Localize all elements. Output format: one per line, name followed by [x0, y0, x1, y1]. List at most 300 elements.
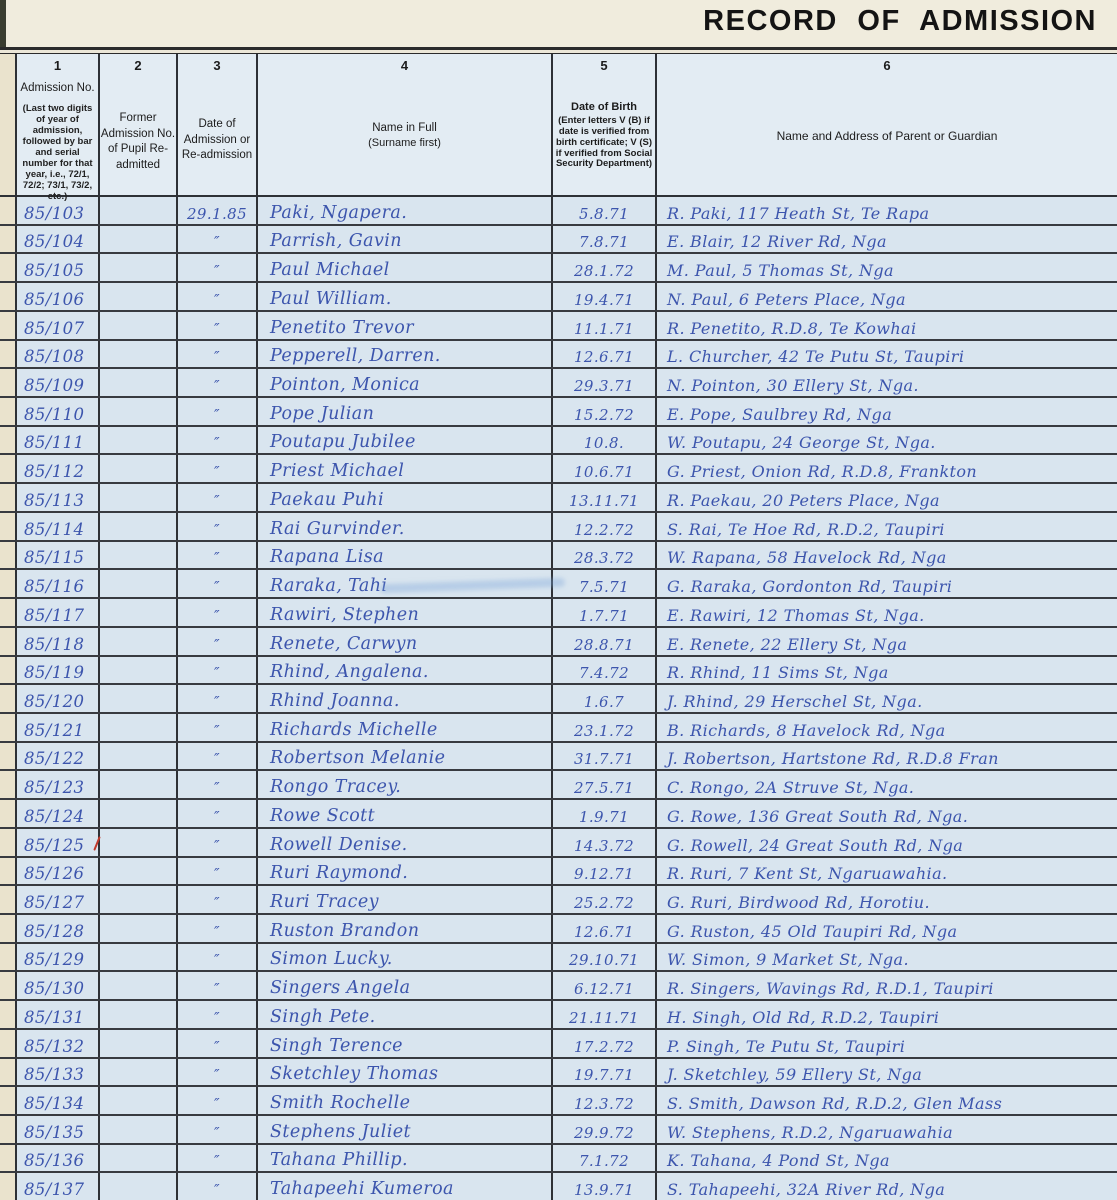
handwritten-entry: Rapana Lisa — [270, 547, 384, 568]
handwritten-entry: 85/105 — [24, 261, 85, 281]
handwritten-entry: 85/137 — [24, 1180, 85, 1200]
handwritten-entry: 85/124 — [24, 806, 85, 826]
parent-address-cell — [657, 599, 1117, 626]
admission-date-cell — [178, 714, 258, 741]
former-admission-cell — [100, 599, 178, 626]
admission-no-cell — [17, 743, 100, 770]
handwritten-entry: S. Rai, Te Hoe Rd, R.D.2, Taupiri — [667, 519, 945, 539]
handwritten-entry: 1.9.71 — [578, 807, 630, 826]
handwritten-entry: 9.12.71 — [573, 865, 635, 884]
pupil-name-cell — [258, 341, 553, 368]
pupil-name-cell — [258, 771, 553, 798]
admission-no-cell — [17, 944, 100, 971]
header-admission-date — [178, 54, 258, 195]
column-title: Name and Address of Parent or Guardian — [776, 129, 998, 143]
handwritten-entry: Rhind Joanna. — [270, 690, 400, 711]
column-number: 1 — [53, 58, 62, 73]
left-paper-margin — [0, 1030, 17, 1057]
pupil-name-cell — [258, 542, 553, 569]
admission-date-cell — [178, 743, 258, 770]
handwritten-entry: ″ — [213, 1181, 220, 1200]
admission-row — [0, 484, 1117, 513]
pupil-name-cell — [258, 484, 553, 511]
handwritten-entry: 85/117 — [24, 605, 85, 625]
left-paper-margin — [0, 829, 17, 856]
left-paper-margin — [0, 685, 17, 712]
admission-row — [0, 398, 1117, 427]
admission-date-cell — [178, 254, 258, 281]
handwritten-entry: Rawiri, Stephen — [270, 604, 420, 625]
admission-row — [0, 1145, 1117, 1174]
pupil-name-cell — [258, 1173, 553, 1200]
handwritten-entry: G. Ruston, 45 Old Taupiri Rd, Nga — [667, 921, 958, 941]
pupil-name-cell — [258, 628, 553, 655]
handwritten-entry: ″ — [213, 865, 220, 884]
handwritten-entry: Rowe Scott — [270, 805, 376, 826]
handwritten-entry: ″ — [213, 635, 220, 654]
date-of-birth-cell — [553, 254, 657, 281]
parent-address-cell — [657, 484, 1117, 511]
parent-address-cell — [657, 628, 1117, 655]
date-of-birth-cell — [553, 570, 657, 597]
handwritten-entry: Paki, Ngapera. — [270, 202, 408, 223]
handwritten-entry: Richards Michelle — [270, 719, 438, 740]
handwritten-entry: N. Pointon, 30 Ellery St, Nga. — [667, 376, 919, 396]
admission-row — [0, 915, 1117, 944]
admission-no-cell — [17, 1001, 100, 1028]
pupil-name-cell — [258, 283, 553, 310]
handwritten-entry: ″ — [213, 606, 220, 625]
pupil-name-cell — [258, 1030, 553, 1057]
admission-date-cell — [178, 427, 258, 454]
parent-address-cell — [657, 915, 1117, 942]
date-of-birth-cell — [553, 829, 657, 856]
pupil-name-cell — [258, 226, 553, 253]
handwritten-entry: 19.4.71 — [573, 290, 635, 309]
handwritten-entry: 85/135 — [24, 1122, 85, 1142]
left-paper-margin — [0, 484, 17, 511]
admission-no-cell — [17, 484, 100, 511]
admission-date-cell — [178, 1145, 258, 1172]
former-admission-cell — [100, 1087, 178, 1114]
handwritten-entry: ″ — [213, 750, 220, 769]
table-header-row — [0, 54, 1117, 202]
handwritten-entry: ″ — [213, 893, 220, 912]
parent-address-cell — [657, 283, 1117, 310]
handwritten-entry: Singers Angela — [270, 978, 411, 999]
parent-address-cell — [657, 1030, 1117, 1057]
date-of-birth-cell — [553, 800, 657, 827]
admission-no-cell — [17, 197, 100, 224]
date-of-birth-cell — [553, 771, 657, 798]
admission-row — [0, 743, 1117, 772]
admission-row — [0, 1030, 1117, 1059]
parent-address-cell — [657, 254, 1117, 281]
admission-no-cell — [17, 915, 100, 942]
handwritten-entry: 12.3.72 — [573, 1095, 635, 1113]
date-of-birth-cell — [553, 685, 657, 712]
admission-no-cell — [17, 972, 100, 999]
page-title: RECORD OF ADMISSION — [703, 5, 1097, 37]
handwritten-entry: ″ — [213, 1008, 220, 1027]
admission-row — [0, 771, 1117, 800]
admission-row — [0, 570, 1117, 599]
admission-date-cell — [178, 858, 258, 885]
parent-address-cell — [657, 858, 1117, 885]
handwritten-entry: Rhind, Angalena. — [270, 662, 429, 683]
handwritten-entry: Pepperell, Darren. — [270, 346, 441, 367]
date-of-birth-cell — [553, 312, 657, 339]
parent-address-cell — [657, 1059, 1117, 1086]
admission-date-cell — [178, 915, 258, 942]
handwritten-entry: 25.2.72 — [573, 893, 635, 912]
admission-date-cell — [178, 1059, 258, 1086]
handwritten-entry: E. Pope, Saulbrey Rd, Nga — [667, 404, 893, 424]
admission-date-cell — [178, 685, 258, 712]
parent-address-cell — [657, 743, 1117, 770]
admission-row — [0, 455, 1117, 484]
parent-address-cell — [657, 542, 1117, 569]
date-of-birth-cell — [553, 1030, 657, 1057]
admission-date-cell — [178, 944, 258, 971]
pupil-name-cell — [258, 513, 553, 540]
pupil-name-cell — [258, 915, 553, 942]
admission-no-cell — [17, 341, 100, 368]
handwritten-entry: Smith Rochelle — [270, 1093, 411, 1113]
admission-row — [0, 858, 1117, 887]
former-admission-cell — [100, 398, 178, 425]
left-paper-margin — [0, 1173, 17, 1200]
parent-address-cell — [657, 513, 1117, 540]
admission-no-cell — [17, 628, 100, 655]
parent-address-cell — [657, 1001, 1117, 1028]
admission-date-cell — [178, 369, 258, 396]
admission-date-cell — [178, 312, 258, 339]
handwritten-entry: 85/114 — [24, 519, 85, 539]
parent-address-cell — [657, 685, 1117, 712]
admission-row — [0, 427, 1117, 456]
admission-no-cell — [17, 283, 100, 310]
header-name-in-full — [258, 54, 553, 195]
former-admission-cell — [100, 771, 178, 798]
admission-no-cell — [17, 369, 100, 396]
pupil-name-cell — [258, 312, 553, 339]
admission-no-cell — [17, 570, 100, 597]
admission-row — [0, 685, 1117, 714]
admission-date-cell — [178, 513, 258, 540]
admission-no-cell — [17, 657, 100, 684]
former-admission-cell — [100, 685, 178, 712]
admission-date-cell — [178, 484, 258, 511]
handwritten-entry: 85/106 — [24, 289, 85, 309]
handwritten-entry: 85/107 — [24, 318, 85, 338]
handwritten-entry: 23.1.72 — [573, 721, 635, 740]
handwritten-entry: Paul William. — [270, 288, 392, 309]
admission-row — [0, 254, 1117, 283]
handwritten-entry: 85/115 — [24, 548, 85, 568]
admission-row — [0, 283, 1117, 312]
date-of-birth-cell — [553, 427, 657, 454]
left-paper-margin — [0, 628, 17, 655]
pupil-name-cell — [258, 743, 553, 770]
parent-address-cell — [657, 829, 1117, 856]
handwritten-entry: P. Singh, Te Putu St, Taupiri — [667, 1036, 906, 1056]
pupil-name-cell — [258, 1001, 553, 1028]
date-of-birth-cell — [553, 657, 657, 684]
handwritten-entry: 7.8.71 — [578, 233, 630, 252]
handwritten-entry: 1.7.71 — [578, 606, 630, 625]
handwritten-entry: ″ — [213, 807, 220, 826]
parent-address-cell — [657, 427, 1117, 454]
parent-address-cell — [657, 1145, 1117, 1172]
handwritten-entry: Rai Gurvinder. — [270, 518, 405, 539]
handwritten-entry: G. Rowell, 24 Great South Rd, Nga — [667, 835, 964, 855]
left-paper-margin — [0, 283, 17, 310]
left-paper-margin — [0, 944, 17, 971]
handwritten-entry: L. Churcher, 42 Te Putu St, Taupiri — [667, 347, 965, 367]
former-admission-cell — [100, 944, 178, 971]
column-note: (Enter letters V (B) if date is verified from birth certificate; V (S) if verified from Social Security Department) — [555, 114, 653, 170]
handwritten-entry: 6.12.71 — [573, 980, 635, 999]
admission-date-cell — [178, 1173, 258, 1200]
handwritten-entry: Rongo Tracey. — [270, 777, 402, 798]
former-admission-cell — [100, 1030, 178, 1057]
binding-edge — [0, 0, 6, 54]
former-admission-cell — [100, 226, 178, 253]
handwritten-entry: ″ — [213, 1066, 220, 1085]
admission-row — [0, 341, 1117, 370]
former-admission-cell — [100, 369, 178, 396]
admission-row — [0, 1116, 1117, 1145]
handwritten-entry: Tahapeehi Kumeroa — [270, 1179, 454, 1200]
former-admission-cell — [100, 283, 178, 310]
date-of-birth-cell — [553, 197, 657, 224]
admission-no-cell — [17, 1116, 100, 1143]
former-admission-cell — [100, 886, 178, 913]
admission-date-cell — [178, 398, 258, 425]
handwritten-entry: 85/125 — [24, 835, 85, 855]
date-of-birth-cell — [553, 714, 657, 741]
handwritten-entry: ″ — [213, 578, 220, 597]
admission-no-cell — [17, 1030, 100, 1057]
handwritten-entry: ″ — [213, 1037, 220, 1056]
admission-row — [0, 714, 1117, 743]
left-paper-margin — [0, 599, 17, 626]
former-admission-cell — [100, 254, 178, 281]
handwritten-entry: 29.10.71 — [569, 951, 639, 970]
handwritten-entry: 27.5.71 — [573, 779, 635, 798]
date-of-birth-cell — [553, 455, 657, 482]
date-of-birth-cell — [553, 915, 657, 942]
parent-address-cell — [657, 312, 1117, 339]
handwritten-entry: 29.3.71 — [573, 377, 635, 396]
admission-date-cell — [178, 771, 258, 798]
column-title: Name in Full — [372, 122, 437, 134]
pupil-name-cell — [258, 829, 553, 856]
former-admission-cell — [100, 657, 178, 684]
date-of-birth-cell — [553, 283, 657, 310]
admission-date-cell — [178, 657, 258, 684]
handwritten-entry: 15.2.72 — [573, 405, 635, 424]
admission-date-cell — [178, 1087, 258, 1114]
header-date-of-birth — [553, 54, 657, 195]
handwritten-entry: ″ — [213, 692, 220, 711]
handwritten-entry: Penetito Trevor — [270, 317, 414, 338]
handwritten-entry: N. Paul, 6 Peters Place, Nga — [667, 289, 906, 309]
former-admission-cell — [100, 1145, 178, 1172]
column-number: 6 — [883, 58, 891, 73]
handwritten-entry: 1.6.7 — [583, 692, 625, 711]
parent-address-cell — [657, 226, 1117, 253]
pupil-name-cell — [258, 800, 553, 827]
left-paper-margin — [0, 1145, 17, 1172]
former-admission-cell — [100, 858, 178, 885]
table-body — [0, 197, 1117, 1200]
admission-row — [0, 944, 1117, 973]
admission-date-cell — [178, 1001, 258, 1028]
handwritten-entry: W. Rapana, 58 Havelock Rd, Nga — [667, 548, 947, 568]
date-of-birth-cell — [553, 1173, 657, 1200]
left-paper-margin — [0, 1059, 17, 1086]
parent-address-cell — [657, 944, 1117, 971]
handwritten-entry: 85/129 — [24, 950, 85, 970]
handwritten-entry: Simon Lucky. — [270, 949, 393, 970]
date-of-birth-cell — [553, 1059, 657, 1086]
handwritten-entry: ″ — [213, 922, 220, 941]
handwritten-entry: 17.2.72 — [573, 1037, 635, 1056]
date-of-birth-cell — [553, 1145, 657, 1172]
handwritten-entry: ″ — [213, 1152, 220, 1171]
former-admission-cell — [100, 1173, 178, 1200]
left-paper-margin — [0, 800, 17, 827]
handwritten-entry: R. Paekau, 20 Peters Place, Nga — [667, 490, 940, 510]
handwritten-entry: 7.5.71 — [578, 578, 630, 597]
handwritten-entry: G. Raraka, Gordonton Rd, Taupiri — [667, 577, 953, 597]
admission-date-cell — [178, 972, 258, 999]
left-paper-margin — [0, 714, 17, 741]
handwritten-entry: 21.11.71 — [569, 1008, 639, 1027]
date-of-birth-cell — [553, 886, 657, 913]
handwritten-entry: 85/116 — [24, 577, 85, 597]
handwritten-entry: ″ — [213, 980, 220, 999]
header-double-rule — [0, 47, 1117, 54]
handwritten-entry: ″ — [213, 721, 220, 740]
parent-address-cell — [657, 570, 1117, 597]
left-paper-margin — [0, 915, 17, 942]
former-admission-cell — [100, 312, 178, 339]
handwritten-entry: J. Robertson, Hartstone Rd, R.D.8 Fran — [667, 749, 999, 769]
handwritten-entry: E. Blair, 12 River Rd, Nga — [667, 232, 887, 252]
handwritten-entry: K. Tahana, 4 Pond St, Nga — [667, 1151, 890, 1171]
pupil-name-cell — [258, 455, 553, 482]
date-of-birth-cell — [553, 398, 657, 425]
header-former-admission — [100, 54, 178, 195]
left-paper-margin — [0, 513, 17, 540]
pupil-name-cell — [258, 657, 553, 684]
handwritten-entry: M. Paul, 5 Thomas St, Nga — [667, 261, 894, 281]
handwritten-entry: 85/122 — [24, 749, 85, 769]
handwritten-entry: 85/134 — [24, 1094, 85, 1113]
former-admission-cell — [100, 1001, 178, 1028]
date-of-birth-cell — [553, 1087, 657, 1114]
handwritten-entry: Poutapu Jubilee — [270, 432, 416, 453]
admission-date-cell — [178, 800, 258, 827]
handwritten-entry: ″ — [213, 1123, 220, 1142]
handwritten-entry: 85/128 — [24, 921, 85, 941]
pupil-name-cell — [258, 197, 553, 224]
parent-address-cell — [657, 1173, 1117, 1200]
admission-row — [0, 829, 1117, 858]
handwritten-entry: 85/131 — [24, 1007, 85, 1027]
handwritten-entry: 85/109 — [24, 376, 85, 396]
page-top-margin — [0, 0, 1117, 48]
left-paper-margin — [0, 341, 17, 368]
admission-row — [0, 599, 1117, 628]
handwritten-entry: G. Priest, Onion Rd, R.D.8, Frankton — [667, 462, 978, 482]
pupil-name-cell — [258, 570, 553, 597]
admission-no-cell — [17, 398, 100, 425]
admission-date-cell — [178, 1030, 258, 1057]
admission-row — [0, 312, 1117, 341]
handwritten-entry: Parrish, Gavin — [270, 231, 402, 252]
column-title: Admission No. — [20, 82, 95, 94]
former-admission-cell — [100, 570, 178, 597]
left-paper-margin — [0, 226, 17, 253]
parent-address-cell — [657, 398, 1117, 425]
handwritten-entry: 29.9.72 — [573, 1123, 635, 1142]
left-paper-margin — [0, 542, 17, 569]
admission-date-cell — [178, 886, 258, 913]
admission-row — [0, 197, 1117, 226]
left-paper-margin — [0, 1001, 17, 1028]
parent-address-cell — [657, 455, 1117, 482]
handwritten-entry: Paekau Puhi — [270, 489, 384, 510]
handwritten-entry: ″ — [213, 319, 220, 338]
date-of-birth-cell — [553, 513, 657, 540]
parent-address-cell — [657, 1087, 1117, 1114]
left-paper-margin — [0, 771, 17, 798]
admission-no-cell — [17, 858, 100, 885]
former-admission-cell — [100, 427, 178, 454]
handwritten-entry: Ruri Tracey — [270, 891, 379, 912]
admission-no-cell — [17, 1059, 100, 1086]
parent-address-cell — [657, 972, 1117, 999]
admission-row — [0, 542, 1117, 571]
admission-row — [0, 657, 1117, 686]
pupil-name-cell — [258, 972, 553, 999]
former-admission-cell — [100, 800, 178, 827]
former-admission-cell — [100, 197, 178, 224]
pupil-name-cell — [258, 599, 553, 626]
left-paper-margin — [0, 54, 17, 195]
admission-date-cell — [178, 570, 258, 597]
header-parent-guardian — [657, 54, 1117, 195]
admission-no-cell — [17, 1173, 100, 1200]
handwritten-entry: ″ — [213, 434, 220, 453]
left-paper-margin — [0, 254, 17, 281]
handwritten-entry: 85/136 — [24, 1151, 85, 1171]
handwritten-entry: ″ — [213, 463, 220, 482]
admission-row — [0, 972, 1117, 1001]
column-number: 2 — [134, 58, 142, 73]
handwritten-entry: W. Poutapu, 24 George St, Nga. — [667, 433, 936, 453]
date-of-birth-cell — [553, 944, 657, 971]
handwritten-entry: S. Tahapeehi, 32A River Rd, Nga — [667, 1180, 946, 1200]
handwritten-entry: Pointon, Monica — [270, 375, 420, 396]
admission-row — [0, 628, 1117, 657]
handwritten-entry: 19.7.71 — [573, 1066, 635, 1085]
handwritten-entry: 85/108 — [24, 347, 85, 367]
